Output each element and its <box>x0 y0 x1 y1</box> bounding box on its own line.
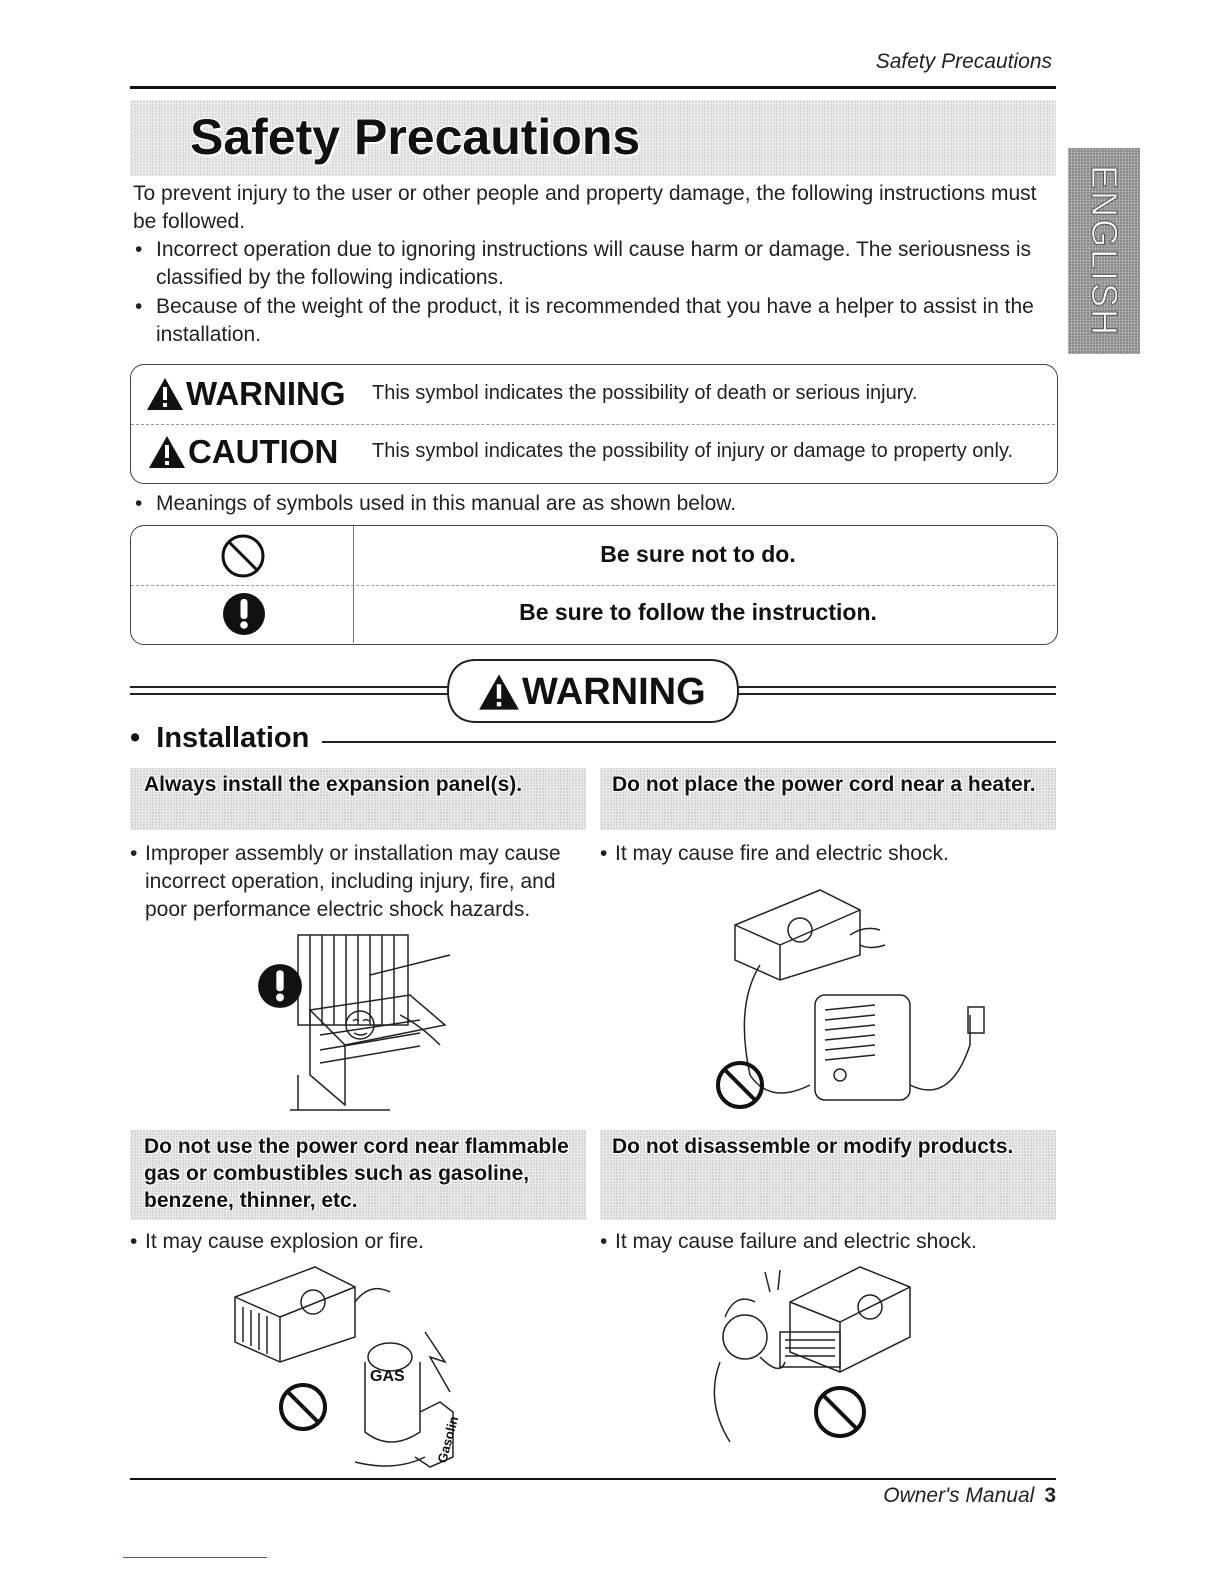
meaning-follow-instruction: Be sure to follow the instruction. <box>519 599 877 625</box>
bullet-dot: • <box>135 295 143 318</box>
intro-bullet <box>135 293 1055 349</box>
footer-rule <box>130 1478 1056 1480</box>
intro-bullet-text: Incorrect operation due to ignoring instructions will cause harm or damage. The seriousness is classified by the following indications. <box>156 238 1032 289</box>
item-heading: Do not disassemble or modify products. <box>612 1135 1014 1158</box>
warning-divider-left <box>130 686 452 695</box>
page-title: Safety Precautions <box>190 109 641 165</box>
warning-divider-right <box>734 686 1056 695</box>
intro-bullet <box>135 236 1055 292</box>
mandatory-icon <box>221 591 267 637</box>
gas-tank-label: GAS <box>370 1368 405 1385</box>
footer-title: Owner's Manual <box>883 1484 1035 1507</box>
bullet-dot: • <box>135 492 143 515</box>
link-underline <box>123 1557 267 1558</box>
page-number: 3 <box>1044 1484 1056 1507</box>
item-body-text: It may cause failure and electric shock. <box>615 1230 977 1253</box>
heater-illustration <box>700 885 1000 1115</box>
item-body <box>600 1228 1040 1256</box>
caution-signal <box>148 430 338 474</box>
footer <box>883 1484 1056 1508</box>
header-rule <box>130 86 1056 89</box>
item-body <box>130 840 570 924</box>
warning-divider-text: WARNING <box>522 670 706 713</box>
symbols-note-text: Meanings of symbols used in this manual are as shown below. <box>156 492 737 515</box>
item-heading: Do not place the power cord near a heater. <box>612 773 1036 796</box>
caution-description: This symbol indicates the possibility of injury or damage to property only. <box>372 440 1014 462</box>
language-tab <box>1068 148 1140 354</box>
warning-signal <box>146 372 346 416</box>
intro-bullet-text: Because of the weight of the product, it is recommended that you have a helper to assist in the installation. <box>156 295 1034 346</box>
bullet-dot: • <box>130 722 157 754</box>
caution-triangle-icon <box>148 435 186 469</box>
warning-label: WARNING <box>186 375 346 412</box>
warning-divider-label <box>478 670 706 714</box>
bullet-dot: • <box>130 842 138 865</box>
meaning-not-to-do: Be sure not to do. <box>600 541 796 567</box>
expansion-panel-illustration <box>250 915 470 1120</box>
intro-paragraph: To prevent injury to the user or other people and property damage, the following instructions must be followed. <box>133 182 1037 233</box>
symbols-note <box>135 490 1055 518</box>
bullet-dot: • <box>130 1230 138 1253</box>
disassemble-illustration <box>700 1262 930 1452</box>
section-rule <box>322 741 1056 743</box>
warning-description: This symbol indicates the possibility of death or serious injury. <box>372 382 918 404</box>
signal-words-divider <box>131 424 1055 425</box>
item-body-text: It may cause explosion or fire. <box>145 1230 424 1253</box>
item-body <box>600 840 1040 868</box>
prohibition-icon <box>220 533 266 579</box>
item-heading: Do not use the power cord near flammable gas or combustibles such as gasoline, benzene, thinner, etc. <box>144 1135 569 1212</box>
section-title: Installation <box>156 722 310 754</box>
warning-triangle-icon <box>478 673 520 711</box>
item-body-text: Improper assembly or installation may cause incorrect operation, including injury, fire, and poor performance electric shock hazards. <box>145 842 561 921</box>
bullet-dot: • <box>600 1230 608 1253</box>
mandatory-icon <box>256 962 304 1010</box>
language-tab-label: ENGLISH <box>1084 164 1125 338</box>
caution-label: CAUTION <box>188 433 339 470</box>
item-body-text: It may cause fire and electric shock. <box>615 842 949 865</box>
table-row-divider <box>131 585 1055 586</box>
gasoline-can-label: Gasolin <box>434 1414 462 1465</box>
running-header: Safety Precautions <box>875 50 1052 73</box>
warning-triangle-icon <box>146 377 184 411</box>
bullet-dot: • <box>600 842 608 865</box>
item-body <box>130 1228 570 1256</box>
bullet-dot: • <box>135 238 143 261</box>
section-heading <box>130 722 309 755</box>
item-heading: Always install the expansion panel(s). <box>144 773 523 796</box>
